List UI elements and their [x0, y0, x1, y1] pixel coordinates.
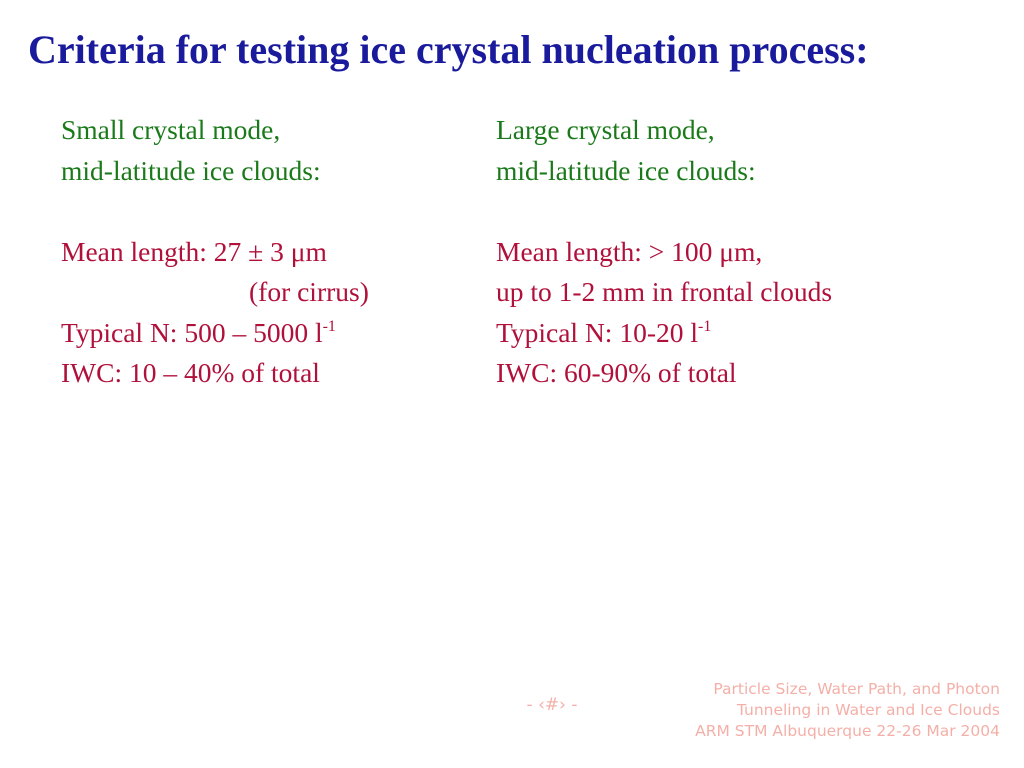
- footer-line2: Tunneling in Water and Ice Clouds: [736, 701, 1000, 719]
- large-mode-typical-n-exponent: -1: [698, 317, 712, 335]
- large-mode-heading-line2: mid-latitude ice clouds:: [496, 154, 756, 186]
- small-mode-typical-n-text: Typical N: 500 – 5000 l: [61, 316, 323, 348]
- footer-line3: ARM STM Albuquerque 22-26 Mar 2004: [695, 722, 1000, 740]
- footer-caption: [695, 679, 1000, 742]
- small-mode-mean-length: Mean length: 27 ± 3 μm: [61, 235, 327, 267]
- small-mode-iwc: IWC: 10 – 40% of total: [61, 357, 320, 388]
- small-crystal-column: [61, 110, 369, 394]
- spacer: [61, 191, 369, 232]
- small-mode-heading-line2: mid-latitude ice clouds:: [61, 154, 321, 186]
- small-mode-heading-line1: Small crystal mode,: [61, 114, 281, 145]
- slide-title: Criteria for testing ice crystal nucleation process:: [28, 27, 869, 72]
- large-mode-heading-line1: Large crystal mode,: [496, 114, 715, 145]
- small-mode-typical-n: [61, 313, 369, 354]
- large-mode-iwc: IWC: 60-90% of total: [496, 357, 737, 388]
- spacer: [496, 191, 832, 232]
- small-mode-typical-n-exponent: -1: [322, 317, 336, 335]
- large-crystal-column: [496, 110, 832, 394]
- large-mode-mean-length-note: up to 1-2 mm in frontal clouds: [496, 276, 833, 307]
- large-mode-typical-n: [496, 313, 832, 354]
- footer-line1: Particle Size, Water Path, and Photon: [713, 680, 1000, 698]
- page-number-placeholder: - ‹#› -: [526, 695, 578, 715]
- large-mode-typical-n-text: Typical N: 10-20 l: [496, 316, 698, 348]
- large-mode-mean-length: Mean length: > 100 μm,: [496, 235, 763, 267]
- small-mode-mean-length-note: (for cirrus): [249, 276, 369, 307]
